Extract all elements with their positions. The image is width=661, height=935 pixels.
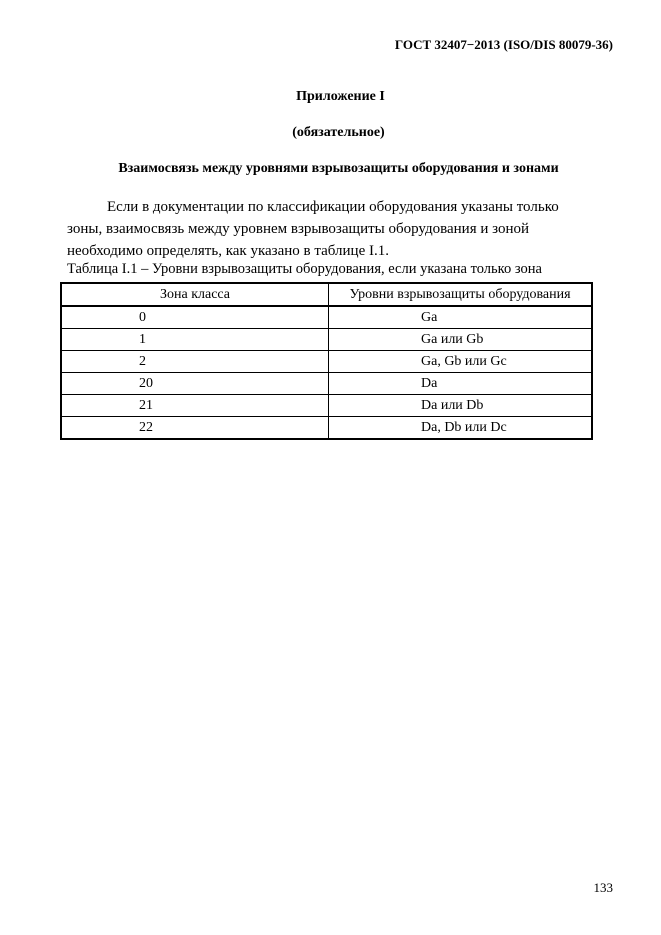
- document-header: ГОСТ 32407−2013 (ISO/DIS 80079-36): [394, 37, 613, 52]
- body-paragraph: [67, 196, 597, 262]
- levels-cell: Ga, Gb или Gc: [329, 351, 593, 373]
- levels-cell: Da или Db: [329, 395, 593, 417]
- table-row: [61, 417, 592, 440]
- column-header-levels: Уровни взрывозащиты оборудования: [329, 283, 593, 306]
- column-header-zone: Зона класса: [61, 283, 329, 306]
- annex-status: (обязательное): [292, 125, 385, 140]
- page-number: 133: [593, 880, 613, 895]
- table-row: [61, 395, 592, 417]
- annex-title: Приложение I: [296, 89, 385, 104]
- body-paragraph-text: Если в документации по классификации оборудования указаны только зоны, взаимосвязь между уровнем взрывозащиты оборудования и зоной необходимо определять, как указано в таблице I.1.: [67, 199, 559, 259]
- zone-cell: 21: [61, 395, 329, 417]
- table-row: [61, 373, 592, 395]
- table-caption: Таблица I.1 – Уровни взрывозащиты оборудования, если указана только зона: [67, 261, 542, 277]
- protection-levels-table: [60, 282, 593, 440]
- levels-cell: Da, Db или Dc: [329, 417, 593, 440]
- zone-cell: 22: [61, 417, 329, 440]
- table-row: [61, 329, 592, 351]
- table-row: [61, 351, 592, 373]
- table-row: [61, 306, 592, 329]
- zone-cell: 0: [61, 306, 329, 329]
- table-header-row: [61, 283, 592, 306]
- levels-cell: Ga или Gb: [329, 329, 593, 351]
- levels-cell: Da: [329, 373, 593, 395]
- zone-cell: 1: [61, 329, 329, 351]
- levels-cell: Ga: [329, 306, 593, 329]
- section-heading: Взаимосвязь между уровнями взрывозащиты оборудования и зонами: [118, 161, 559, 176]
- zone-cell: 20: [61, 373, 329, 395]
- zone-cell: 2: [61, 351, 329, 373]
